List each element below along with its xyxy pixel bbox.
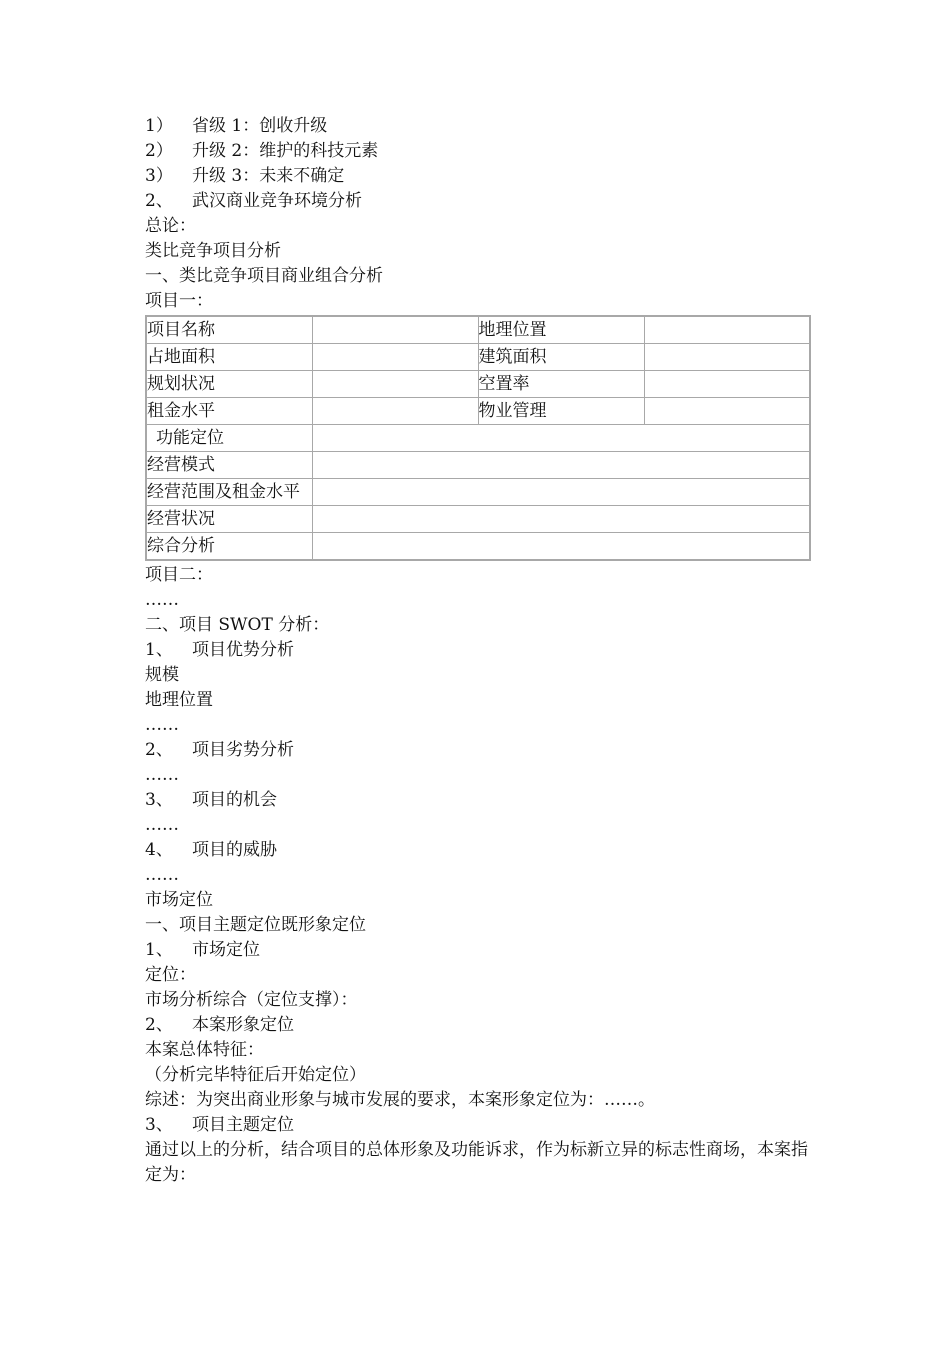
ellipsis: …… [145,765,179,785]
text-line: （分析完毕特征后开始定位） [145,1065,366,1085]
table-cell: 经营状况 [146,506,312,533]
table-cell: 功能定位 [146,425,312,452]
table-cell [312,371,478,398]
table-cell [644,398,810,425]
subsection-heading: 一、项目主题定位既形象定位 [145,915,366,935]
list-item: 2、 本案形象定位 [145,1015,294,1035]
list-item: 1、 项目优势分析 [145,640,294,660]
table-row [146,371,810,398]
section-heading: 市场定位 [145,890,213,910]
list-item: 2、 武汉商业竞争环境分析 [145,191,362,211]
ellipsis: …… [145,590,179,610]
document-page [145,114,815,1188]
table-cell [312,533,810,561]
list-item: 4、 项目的威胁 [145,840,277,860]
table-cell: 经营模式 [146,452,312,479]
text-line: 定位： [145,965,196,985]
table-cell [312,398,478,425]
text-line: 本案总体特征： [145,1040,264,1060]
table-cell: 经营范围及租金水平 [146,479,312,506]
list-item: 1） 省级 1：创收升级 [145,116,328,136]
subsection-heading: 二、项目 SWOT 分析： [145,615,330,635]
section-heading: 类比竞争项目分析 [145,241,281,261]
table-cell: 项目名称 [146,316,312,344]
table-cell [312,316,478,344]
list-item: 3、 项目主题定位 [145,1115,294,1135]
summary-heading: 总论： [145,216,196,236]
table-cell: 综合分析 [146,533,312,561]
table-row [146,479,810,506]
table-cell [644,316,810,344]
text-line: 综述：为突出商业形象与城市发展的要求，本案形象定位为：……。 [145,1090,655,1110]
table-cell [312,479,810,506]
table-cell [644,371,810,398]
text-line: 市场分析综合（定位支撑）： [145,990,358,1010]
table-cell: 地理位置 [478,316,644,344]
table-cell: 物业管理 [478,398,644,425]
text-line: 地理位置 [145,690,213,710]
table-cell: 规划状况 [146,371,312,398]
table-cell [312,452,810,479]
ellipsis: …… [145,865,179,885]
ellipsis: …… [145,715,179,735]
project-table [145,315,811,561]
table-cell [312,506,810,533]
list-item: 1、 市场定位 [145,940,260,960]
table-row [146,398,810,425]
table-row [146,533,810,561]
table-cell: 建筑面积 [478,344,644,371]
list-item: 3） 升级 3：未来不确定 [145,166,345,186]
paragraph: 通过以上的分析，结合项目的总体形象及功能诉求，作为标新立异的标志性商场，本案指定为： [145,1140,808,1185]
table-cell [644,344,810,371]
table-cell: 空置率 [478,371,644,398]
list-item: 3、 项目的机会 [145,790,277,810]
table-row [146,506,810,533]
list-item: 2） 升级 2：维护的科技元素 [145,141,379,161]
table-row [146,316,810,344]
table-cell [312,425,810,452]
table-row [146,452,810,479]
ellipsis: …… [145,815,179,835]
text-line: 规模 [145,665,179,685]
project-label: 项目二： [145,565,213,585]
table-cell: 租金水平 [146,398,312,425]
subsection-heading: 一、类比竞争项目商业组合分析 [145,266,383,286]
table-cell: 占地面积 [146,344,312,371]
list-item: 2、 项目劣势分析 [145,740,294,760]
table-cell [312,344,478,371]
project-label: 项目一： [145,291,213,311]
table-row [146,425,810,452]
table-row [146,344,810,371]
